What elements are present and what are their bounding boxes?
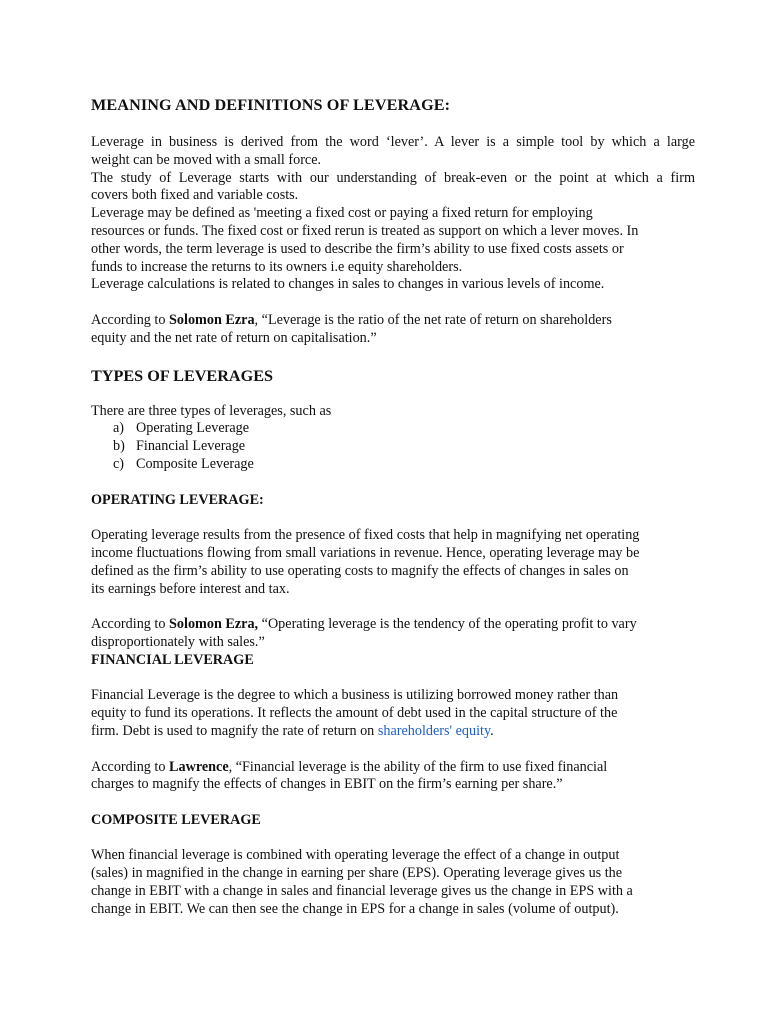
document-page: [91, 94, 695, 919]
spacer: [91, 509, 695, 527]
quote-prefix: According to: [91, 311, 170, 328]
text-line: defined as the firm’s ability to use operating costs to magnify the effects of changes in sales on: [91, 562, 629, 579]
quote-line: disproportionately with sales.”: [91, 633, 265, 650]
solomon-ezra-quote: [91, 312, 695, 348]
composite-leverage-heading: COMPOSITE LEVERAGE: [91, 811, 261, 828]
quote-line: [91, 759, 695, 777]
lawrence-quote: [91, 759, 695, 795]
spacer: [91, 794, 695, 812]
text-line: Leverage may be defined as 'meeting a fixed cost or paying a fixed return for employing: [91, 205, 593, 222]
text-line: Operating leverage results from the presence of fixed costs that help in magnifying net operating: [91, 527, 640, 544]
list-item-label: Operating Leverage: [136, 420, 250, 437]
operating-quote: [91, 616, 695, 652]
quote-prefix: According to: [91, 616, 170, 633]
meaning-paragraph-3: [91, 205, 695, 276]
text-segment: firm. Debt is used to magnify the rate of return on: [91, 722, 378, 739]
text-line: weight can be moved with a small force.: [91, 151, 322, 168]
quote-text: “Operating leverage is the tendency of the operating profit to vary: [258, 616, 637, 633]
composite-paragraph: [91, 847, 695, 918]
list-item: [91, 438, 695, 456]
list-item-label: Financial Leverage: [136, 438, 246, 455]
operating-paragraph: [91, 527, 695, 598]
meaning-paragraph-1: [91, 134, 695, 170]
quote-line: equity and the net rate of return on capitalisation.”: [91, 329, 377, 346]
text-line: funds to increase the returns to its owners i.e equity shareholders.: [91, 258, 463, 275]
operating-leverage-heading: OPERATING LEVERAGE:: [91, 491, 264, 508]
text-line: change in EBIT. We can then see the change in EPS for a change in sales (volume of output).: [91, 900, 619, 917]
quote-author: Lawrence: [169, 758, 229, 775]
list-item: [91, 420, 695, 438]
spacer: [91, 474, 695, 492]
text-line: Financial Leverage is the degree to which a business is utilizing borrowed money rather than: [91, 687, 619, 704]
quote-line: charges to magnify the effects of changes in EBIT on the firm’s earning per share.”: [91, 776, 563, 793]
spacer: [91, 387, 695, 403]
text-line: resources or funds. The fixed cost or fixed rerun is treated as support on which a lever moves. In: [91, 222, 639, 239]
text-line: covers both fixed and variable costs.: [91, 187, 299, 204]
list-item-label: Composite Leverage: [136, 455, 254, 472]
quote-line: [91, 616, 695, 634]
types-heading: TYPES OF LEVERAGES: [91, 366, 273, 385]
types-list: [91, 420, 695, 473]
quote-line: [91, 312, 695, 330]
meaning-paragraph-4: Leverage calculations is related to changes in sales to changes in various levels of income.: [91, 276, 605, 293]
quote-text: , “Leverage is the ratio of the net rate of return on shareholders: [254, 311, 612, 328]
quote-text: , “Financial leverage is the ability of the firm to use fixed financial: [228, 758, 608, 775]
text-line: [91, 723, 695, 741]
list-marker: b): [113, 438, 125, 455]
financial-paragraph: [91, 687, 695, 740]
text-line: change in EBIT with a change in sales and financial leverage gives us the change in EPS with a: [91, 883, 633, 900]
text-line: equity to fund its operations. It reflects the amount of debt used in the capital structure of the: [91, 705, 618, 722]
spacer: [91, 348, 695, 365]
text-segment: .: [490, 722, 494, 739]
spacer: [91, 741, 695, 759]
spacer: [91, 598, 695, 616]
types-intro: There are three types of leverages, such as: [91, 402, 332, 419]
text-line: (sales) in magnified in the change in earning per share (EPS). Operating leverage gives us the: [91, 865, 623, 882]
list-marker: c): [113, 455, 125, 472]
text-line: Leverage in business is derived from the word ‘lever’. A lever is a simple tool by which a large: [91, 134, 695, 150]
text-line: other words, the term leverage is used to describe the firm’s ability to use fixed costs assets or: [91, 240, 624, 257]
spacer: [91, 294, 695, 312]
meaning-paragraph-2: [91, 170, 695, 206]
text-line: When financial leverage is combined with operating leverage the effect of a change in output: [91, 847, 620, 864]
spacer: [91, 116, 695, 134]
text-line: income fluctuations flowing from small variations in revenue. Hence, operating leverage may be: [91, 544, 640, 561]
list-marker: a): [113, 420, 125, 437]
quote-prefix: According to: [91, 758, 170, 775]
quote-author: Solomon Ezra,: [169, 616, 259, 633]
shareholders-equity-link[interactable]: shareholders' equity: [377, 722, 491, 739]
text-line: The study of Leverage starts with our understanding of break-even or the point at which a firm: [91, 169, 695, 186]
list-item: [91, 456, 695, 474]
spacer: [91, 830, 695, 848]
meaning-heading: MEANING AND DEFINITIONS OF LEVERAGE:: [91, 96, 451, 114]
text-line: its earnings before interest and tax.: [91, 580, 290, 597]
spacer: [91, 670, 695, 688]
quote-author: Solomon Ezra: [169, 311, 255, 328]
financial-leverage-heading: FINANCIAL LEVERAGE: [91, 651, 254, 668]
